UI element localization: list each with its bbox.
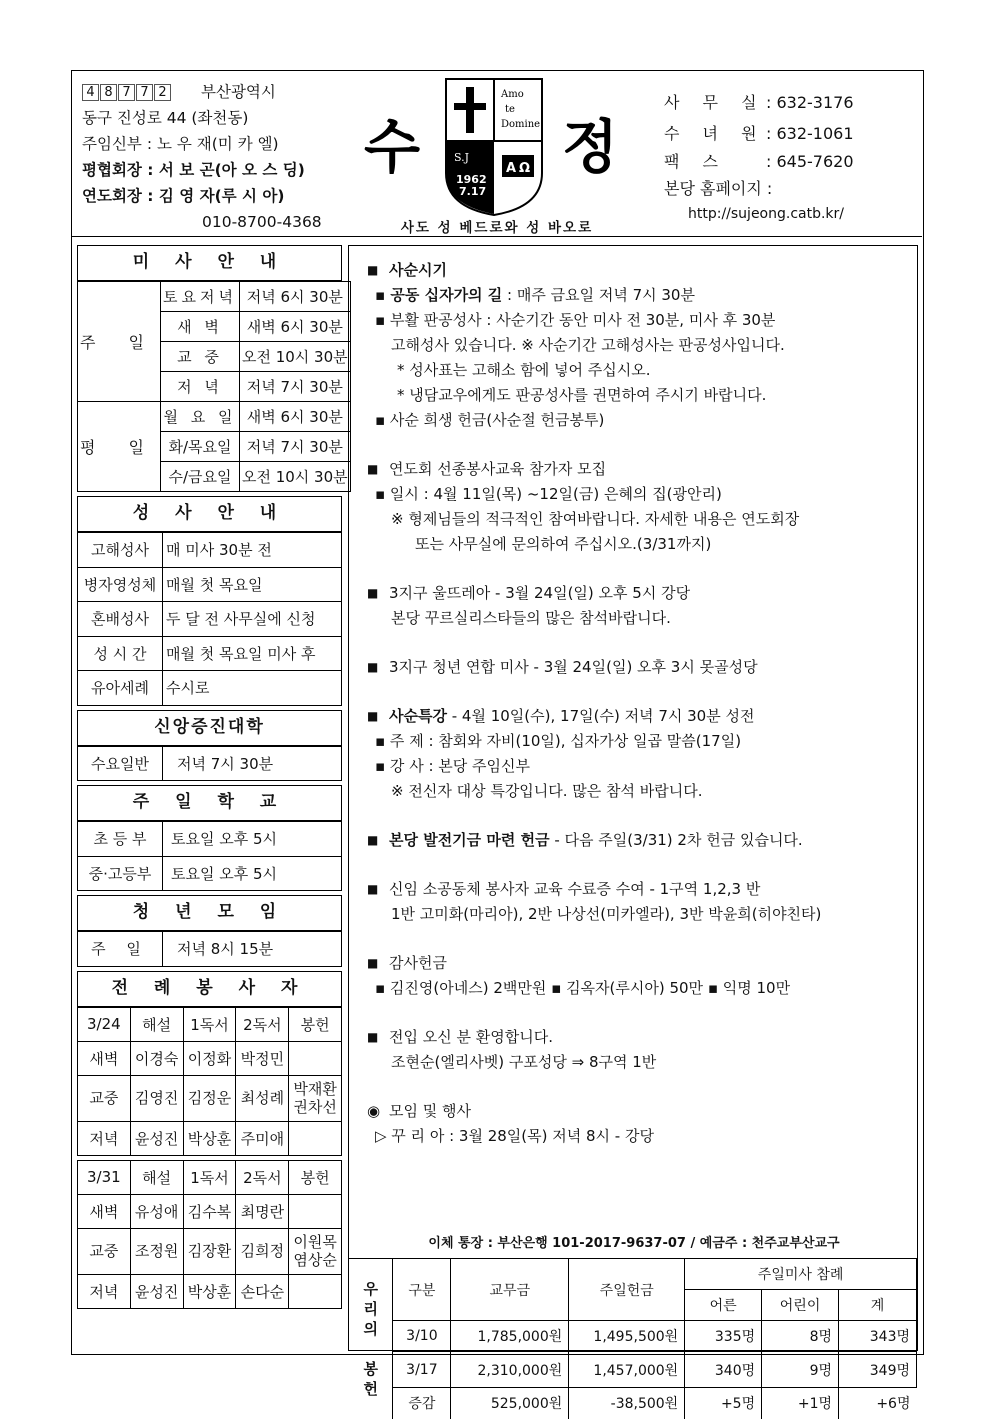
offering-h-total: 계 bbox=[839, 1290, 917, 1321]
logo-name-right: 정 bbox=[562, 113, 619, 181]
notices-n9-l1: 조현순(엘리사벳) 구포성당 ⇒ 8구역 1반 bbox=[391, 1053, 657, 1071]
offering-rows-2-1: 525,000원 bbox=[451, 1388, 569, 1419]
mass-weekday-1-name: 화/목요일 bbox=[161, 432, 240, 462]
contact-office bbox=[664, 87, 854, 118]
sunday-label: 주 일 bbox=[78, 282, 161, 402]
mass-sunday-2-name: 교 중 bbox=[161, 342, 240, 372]
offering-h-gyomu: 교무금 bbox=[451, 1259, 569, 1321]
notices-n1-l4: * 성사표는 고해소 함에 넣어 주십시오. bbox=[397, 361, 651, 379]
notices-n10-l1: ▷ 꾸 리 아 : 3월 28일(목) 저녁 8시 - 강당 bbox=[375, 1127, 654, 1145]
mass-sunday-3-name: 저 녁 bbox=[161, 372, 240, 402]
radio-icon: ◉ bbox=[367, 1102, 381, 1120]
weekday-label: 평 일 bbox=[78, 402, 161, 492]
servers-title: 전 례 봉 사 자 bbox=[77, 971, 342, 1007]
notices-n1-l6: ▪ 사순 희생 헌금(사순절 헌금봉투) bbox=[375, 411, 605, 429]
offering-rows-1-1: 2,310,000원 bbox=[451, 1352, 569, 1388]
servers-weeks-0-rows-0-4 bbox=[289, 1041, 342, 1075]
offering-rows-2-3: +5명 bbox=[685, 1388, 762, 1419]
servers-weeks-1-rows-2-4 bbox=[289, 1274, 342, 1308]
left-column bbox=[77, 245, 348, 1309]
sacrament-rows-2-v: 두 달 전 사무실에 신청 bbox=[163, 602, 342, 637]
school-rows-0-v: 토요일 오후 5시 bbox=[163, 822, 342, 857]
notices-n7-title: ■ 신임 소공동체 봉사자 교육 수료증 수여 - 1구역 1,2,3 반 bbox=[367, 877, 907, 902]
offering-h-att: 주일미사 참례 bbox=[685, 1259, 917, 1290]
sacrament-rows-3-v: 매월 첫 목요일 미사 후 bbox=[163, 636, 342, 671]
notices-n8-title: ■ 감사헌금 bbox=[367, 951, 907, 976]
mass-title: 미 사 안 내 bbox=[77, 245, 342, 281]
city: 부산광역시 bbox=[201, 83, 276, 101]
servers-weeks-0-rows-1-0: 교중 bbox=[78, 1075, 131, 1121]
mass-sunday-2-time: 오전 10시 30분 bbox=[239, 342, 350, 372]
notices-n9-title: ■ 전입 오신 분 환영합니다. bbox=[367, 1025, 907, 1050]
mass-weekday-2-time: 오전 10시 30분 bbox=[239, 462, 350, 492]
servers-weeks-1-rows-1-4: 이원목 염상순 bbox=[289, 1228, 342, 1274]
mass-weekday-0-time: 새벽 6시 30분 bbox=[239, 402, 350, 432]
servers-weeks-0-rows-0-0: 새벽 bbox=[78, 1041, 131, 1075]
offering-h-adult: 어른 bbox=[685, 1290, 762, 1321]
servers-weeks-0-rows-0-3: 박정민 bbox=[236, 1041, 289, 1075]
notices-n6-title-a: 본당 발전기금 마련 헌금 bbox=[389, 831, 550, 849]
header-contacts-2-label: 팩 스 bbox=[664, 152, 727, 171]
parish-info bbox=[82, 79, 322, 235]
notices-n8-l1: ▪ 김진영(아네스) 2백만원 ▪ 김옥자(루시아) 50만 ▪ 익명 10만 bbox=[375, 979, 791, 997]
servers-weeks-1-rows-1-0: 교중 bbox=[78, 1228, 131, 1274]
notices-n1-l1b: : 매주 금요일 저녁 7시 30분 bbox=[502, 286, 695, 304]
notices-n2-l3: 또는 사무실에 문의하여 주십시오.(3/31까지) bbox=[415, 535, 712, 553]
servers-weeks-1-head-0: 3/31 bbox=[78, 1160, 131, 1194]
offering-rows-2-5: +6명 bbox=[839, 1388, 917, 1419]
servers-weeks-0-rows-2-0: 저녁 bbox=[78, 1121, 131, 1155]
offering-rows-0-4: 8명 bbox=[762, 1321, 839, 1352]
header bbox=[72, 71, 922, 237]
notice-funeral-training bbox=[367, 457, 907, 557]
parish-motto: 사도 성 베드로와 성 바오로 bbox=[400, 220, 594, 236]
youth-title: 청 년 모 임 bbox=[77, 895, 342, 931]
servers-weeks-1-rows-0-3: 최명란 bbox=[236, 1194, 289, 1228]
servers-weeks-1-rows-1-1: 조정원 bbox=[130, 1228, 183, 1274]
notices-n5-l3: ※ 전신자 대상 특강입니다. 많은 참석 바랍니다. bbox=[391, 782, 703, 800]
servers-weeks-1-rows-2-0: 저녁 bbox=[78, 1274, 131, 1308]
contact-convent bbox=[664, 118, 854, 149]
header-contacts-2-value: : 645-7620 bbox=[766, 152, 854, 171]
header-zip-1: 8 bbox=[100, 84, 117, 101]
notices-n3-title: ■ 3지구 울뜨레아 - 3월 24일(일) 오후 5시 강당 bbox=[367, 581, 907, 606]
notices-n10-title: 모임 및 행사 bbox=[389, 1102, 471, 1120]
header-zip-3: 7 bbox=[136, 84, 153, 101]
faith-title: 신앙증진대학 bbox=[77, 710, 342, 746]
offering-rows-0-1: 1,785,000원 bbox=[451, 1321, 569, 1352]
servers-table-week1 bbox=[77, 1007, 342, 1156]
notices-n1-l2: ▪ 부활 판공성사 : 사순기간 동안 미사 전 30분, 미사 후 30분 bbox=[375, 311, 776, 329]
notices-n3-l1: 본당 꾸르실리스타들의 많은 참석바랍니다. bbox=[391, 609, 671, 627]
header-logo-omega: Ω bbox=[519, 161, 531, 176]
offering-rows-2-2: -38,500원 bbox=[569, 1388, 685, 1419]
servers-weeks-1-rows-0-2: 김수복 bbox=[183, 1194, 236, 1228]
servers-weeks-0-head-2: 1독서 bbox=[183, 1007, 236, 1041]
servers-weeks-1-rows-1-3: 김희정 bbox=[236, 1228, 289, 1274]
offering-h-gubun: 구분 bbox=[393, 1259, 451, 1321]
servers-weeks-0-rows-1-2: 김정운 bbox=[183, 1075, 236, 1121]
servers-weeks-1-rows-2-3: 손다순 bbox=[236, 1274, 289, 1308]
parish-logo bbox=[364, 75, 624, 220]
offering-table bbox=[349, 1258, 917, 1419]
notices-n1-l1a: ▪ 공동 십자가의 길 bbox=[375, 286, 503, 304]
sacrament-rows-0-v: 매 미사 30분 전 bbox=[163, 533, 342, 568]
servers-weeks-0-head-1: 해설 bbox=[130, 1007, 183, 1041]
sacrament-rows-4-v: 수시로 bbox=[163, 671, 342, 706]
servers-weeks-0-rows-0-2: 이정화 bbox=[183, 1041, 236, 1075]
sacrament-rows-0-k: 고해성사 bbox=[78, 533, 163, 568]
sacrament-rows-1-v: 매월 첫 목요일 bbox=[163, 567, 342, 602]
servers-table-week2 bbox=[77, 1160, 342, 1309]
servers-weeks-0-rows-2-2: 박상훈 bbox=[183, 1121, 236, 1155]
notice-ultreya bbox=[367, 581, 907, 631]
notice-lent bbox=[367, 258, 907, 433]
notices-n6-title-b: - 다음 주일(3/31) 2차 헌금 있습니다. bbox=[549, 831, 803, 849]
notices-n1-l5: * 냉담교우에게도 판공성사를 권면하여 주시기 바랍니다. bbox=[397, 386, 767, 404]
notices-list bbox=[367, 258, 907, 1173]
notices-n1-l3: 고해성사 있습니다. ※ 사순기간 고해성사는 판공성사입니다. bbox=[391, 336, 785, 354]
notices-panel bbox=[348, 245, 918, 1413]
mass-weekday-0-name: 월 요 일 bbox=[161, 402, 240, 432]
header-logo-date: 7.17 bbox=[459, 185, 487, 198]
pastor: 주임신부 : 노 우 재(미 카 엘) bbox=[82, 135, 279, 153]
sacrament-rows-3-k: 성 시 간 bbox=[78, 636, 163, 671]
header-logo-text-1: te bbox=[505, 104, 515, 115]
sacrament-rows-2-k: 혼배성사 bbox=[78, 602, 163, 637]
notices-n5-l1: ▪ 주 제 : 참회와 자비(10일), 십자가상 일곱 말씀(17일) bbox=[375, 732, 742, 750]
homepage-label: 본당 홈페이지 : bbox=[664, 179, 773, 198]
servers-weeks-0-head-3: 2독서 bbox=[236, 1007, 289, 1041]
servers-weeks-1-head-4: 봉헌 bbox=[289, 1160, 342, 1194]
notices-n7-l1: 1반 고미화(마리아), 2반 나상선(미카엘라), 3반 박윤희(히야친타) bbox=[391, 905, 822, 923]
offering-rows-2-4: +1명 bbox=[762, 1388, 839, 1419]
servers-weeks-0-rows-0-1: 이경숙 bbox=[130, 1041, 183, 1075]
header-logo-text-0: Amo bbox=[501, 89, 524, 100]
notices-n1-title: ■ 사순시기 bbox=[367, 258, 907, 283]
header-zip-4: 2 bbox=[154, 84, 171, 101]
mass-sunday-1-time: 새벽 6시 30분 bbox=[239, 312, 350, 342]
header-logo-text-2: Domine bbox=[501, 119, 541, 130]
offering-rows-1-0: 3/17 bbox=[393, 1352, 451, 1388]
homepage-link[interactable]: http://sujeong.catb.kr/ bbox=[688, 206, 845, 222]
faith-v: 저녁 7시 30분 bbox=[163, 746, 342, 781]
header-logo-sj: S.J bbox=[454, 151, 470, 164]
offering-rows-1-2: 1,457,000원 bbox=[569, 1352, 685, 1388]
header-contacts-0-value: : 632-3176 bbox=[766, 93, 854, 112]
notice-lent-lecture bbox=[367, 704, 907, 804]
zip-code bbox=[82, 84, 171, 101]
servers-weeks-0-head-0: 3/24 bbox=[78, 1007, 131, 1041]
offering-rows-1-5: 349명 bbox=[839, 1352, 917, 1388]
servers-weeks-1-rows-0-0: 새벽 bbox=[78, 1194, 131, 1228]
offering-rows-0-0: 3/10 bbox=[393, 1321, 451, 1352]
school-rows-1-k: 중·고등부 bbox=[78, 856, 163, 891]
notices-n2-l1: ▪ 일시 : 4월 11일(목) ~12일(금) 은혜의 집(광안리) bbox=[375, 485, 722, 503]
servers-weeks-0-rows-1-4: 박재환 권차선 bbox=[289, 1075, 342, 1121]
notice-welcome bbox=[367, 1025, 907, 1075]
mass-sunday-0-name: 토요저녁 bbox=[161, 282, 240, 312]
notices-n5-title-b: - 4월 10일(수), 17일(수) 저녁 7시 30분 성전 bbox=[446, 707, 755, 725]
school-rows-0-k: 초 등 부 bbox=[78, 822, 163, 857]
notices-n4-title: ■ 3지구 청년 연합 미사 - 3월 24일(일) 오후 3시 못골성당 bbox=[367, 655, 907, 680]
offering-h-child: 어린이 bbox=[762, 1290, 839, 1321]
servers-weeks-1-rows-2-2: 박상훈 bbox=[183, 1274, 236, 1308]
servers-weeks-1-rows-0-4 bbox=[289, 1194, 342, 1228]
mass-sunday-3-time: 저녁 7시 30분 bbox=[239, 372, 350, 402]
header-logo-alpha: A bbox=[506, 161, 517, 176]
servers-weeks-1-rows-0-1: 유성애 bbox=[130, 1194, 183, 1228]
servers-weeks-1-head-2: 1독서 bbox=[183, 1160, 236, 1194]
school-title: 주 일 학 교 bbox=[77, 785, 342, 821]
offering-rows-0-5: 343명 bbox=[839, 1321, 917, 1352]
mass-weekday-1-time: 저녁 7시 30분 bbox=[239, 432, 350, 462]
servers-weeks-0-head-4: 봉헌 bbox=[289, 1007, 342, 1041]
bulletin-frame bbox=[71, 70, 924, 1413]
youth-k: 주 일 bbox=[78, 932, 163, 967]
servers-weeks-1-head-3: 2독서 bbox=[236, 1160, 289, 1194]
header-contacts-0-label: 사 무 실 bbox=[664, 93, 766, 112]
school-table bbox=[77, 821, 342, 891]
servers-weeks-0-rows-1-1: 김영진 bbox=[130, 1075, 183, 1121]
offering-vertical-title: 우 리 의 봉 헌 bbox=[349, 1259, 393, 1419]
offering-rows-1-3: 340명 bbox=[685, 1352, 762, 1388]
sacrament-rows-1-k: 병자영성체 bbox=[78, 567, 163, 602]
servers-weeks-0-rows-1-3: 최성례 bbox=[236, 1075, 289, 1121]
contact-fax bbox=[664, 149, 854, 175]
notice-thanksgiving bbox=[367, 951, 907, 1001]
offering-rows-0-2: 1,495,500원 bbox=[569, 1321, 685, 1352]
faith-table bbox=[77, 746, 342, 782]
sacrament-rows-4-k: 유아세례 bbox=[78, 671, 163, 706]
servers-weeks-0-rows-2-1: 윤성진 bbox=[130, 1121, 183, 1155]
sacrament-table bbox=[77, 532, 342, 706]
servers-weeks-1-rows-1-2: 김장환 bbox=[183, 1228, 236, 1274]
notices-n2-l2: ※ 형제님들의 적극적인 참여바랍니다. 자세한 내용은 연도회장 bbox=[391, 510, 800, 528]
header-zip-0: 4 bbox=[82, 84, 99, 101]
bank-account: 이체 통장 : 부산은행 101-2017-9637-07 / 예금주 : 천주교부산교구 bbox=[428, 1236, 840, 1251]
mass-table bbox=[77, 281, 351, 492]
servers-weeks-0-rows-2-3: 주미애 bbox=[236, 1121, 289, 1155]
header-zip-2: 7 bbox=[118, 84, 135, 101]
notices-n5-l2: ▪ 강 사 : 본당 주임신부 bbox=[375, 757, 530, 775]
logo-name-left: 수 bbox=[364, 113, 421, 181]
legion-president: 연도회장 : 김 영 자(루 시 아) bbox=[82, 187, 285, 205]
youth-v: 저녁 8시 15분 bbox=[163, 932, 342, 967]
offering-rows-0-3: 335명 bbox=[685, 1321, 762, 1352]
legion-phone: 010-8700-4368 bbox=[202, 213, 322, 231]
mass-sunday-1-name: 새 벽 bbox=[161, 312, 240, 342]
notice-events bbox=[367, 1099, 907, 1149]
notice-development-fund bbox=[367, 828, 907, 853]
faith-k: 수요일반 bbox=[78, 746, 163, 781]
header-contacts-1-value: : 632-1061 bbox=[766, 124, 854, 143]
servers-weeks-0-rows-2-4 bbox=[289, 1121, 342, 1155]
contacts bbox=[664, 87, 854, 225]
notice-youth-mass bbox=[367, 655, 907, 680]
school-rows-1-v: 토요일 오후 5시 bbox=[163, 856, 342, 891]
mass-weekday-2-name: 수/금요일 bbox=[161, 462, 240, 492]
mass-sunday-0-time: 저녁 6시 30분 bbox=[239, 282, 350, 312]
notices-n5-title-a: 사순특강 bbox=[389, 707, 447, 725]
header-logo-year: 1962 bbox=[456, 173, 487, 186]
youth-table bbox=[77, 931, 342, 967]
servers-weeks-1-head-1: 해설 bbox=[130, 1160, 183, 1194]
offering-rows-1-4: 9명 bbox=[762, 1352, 839, 1388]
offering-rows-2-0: 증감 bbox=[393, 1388, 451, 1419]
council-president: 평협회장 : 서 보 곤(아 오 스 딩) bbox=[82, 161, 305, 179]
notices-n2-title: ■ 연도회 선종봉사교육 참가자 모집 bbox=[367, 457, 907, 482]
header-contacts-1-label: 수 녀 원 bbox=[664, 124, 766, 143]
address: 동구 진성로 44 (좌천동) bbox=[82, 109, 249, 127]
notice-certificate bbox=[367, 877, 907, 927]
servers-weeks-1-rows-2-1: 윤성진 bbox=[130, 1274, 183, 1308]
sacrament-title: 성 사 안 내 bbox=[77, 496, 342, 532]
offering-h-sunday: 주일헌금 bbox=[569, 1259, 685, 1321]
